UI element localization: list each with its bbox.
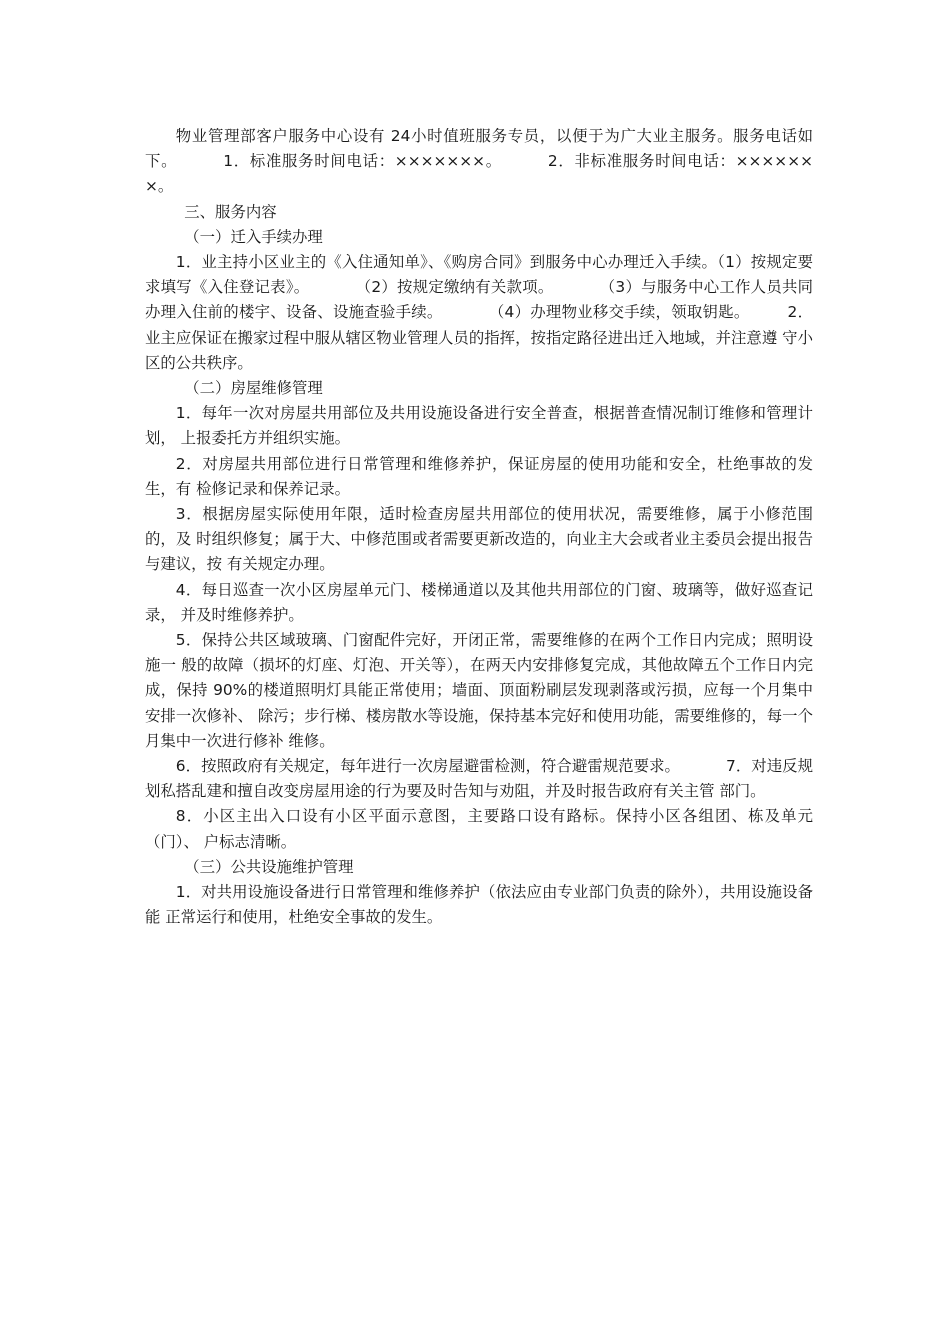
move-in-item-1b: （2）按规定缴纳有关款项。 — [355, 278, 554, 297]
maintenance-item-3: 3．根据房屋实际使用年限，适时检查房屋共用部位的使用状况，需要维修，属于小修范围的，及 时组织修复；属于大、中修范围或者需要更新改造的，向业主大会或者业主委员会提出报告与建议，按 有关规定办理。 — [145, 505, 813, 574]
subsection-title-facilities: （三）公共设施维护管理 — [184, 857, 354, 876]
intro-text: 物业管理部客户服务中心设有 24小时值班服务专员，以便于为广大业主服务。服务电话如下。 — [145, 127, 813, 171]
move-in-item-1a: （1）按规定要求填写《入住登记表》。 — [145, 253, 813, 297]
nonstandard-phone: 2．非标准服务时间电话：×××××××。 — [145, 152, 813, 196]
subsection-title-move-in: （一）迁入手续办理 — [184, 227, 323, 246]
maintenance-item-2: 2．对房屋共用部位进行日常管理和维修养护，保证房屋的使用功能和安全，杜绝事故的发生，有 检修记录和保养记录。 — [145, 454, 813, 498]
intro-paragraph — [145, 124, 813, 200]
move-in-item-1d: （4）办理物业移交手续，领取钥匙。 — [488, 303, 750, 322]
move-in-item-2: 2．业主应保证在搬家过程中服从辖区物业管理人员的指挥，按指定路径进出迁入地域，并注意遵 守小区的公共秩序。 — [145, 303, 813, 372]
section-title-services: 三、服务内容 — [184, 202, 277, 221]
facilities-item-1: 1．对共用设施设备进行日常管理和维修养护（依法应由专业部门负责的除外），共用设施设备能 正常运行和使用，杜绝安全事故的发生。 — [145, 883, 813, 927]
maintenance-item-8: 8．小区主出入口设有小区平面示意图，主要路口设有路标。保持小区各组团、栋及单元（门）、 户标志清晰。 — [145, 807, 813, 851]
maintenance-item-6: 6．按照政府有关规定，每年进行一次房屋避雷检测，符合避雷规范要求。 — [175, 757, 680, 776]
maintenance-item-5: 5．保持公共区域玻璃、门窗配件完好，开闭正常，需要维修的在两个工作日内完成；照明设施一 般的故障（损坏的灯座、灯泡、开关等），在两天内安排修复完成，其他故障五个工作日内完成，保持 90%的楼道照明灯具能正常使用；墙面、顶面粉刷层发现剥落或污损，应每一个月集中安排一次修补、 除污；步行梯、楼房散水等设施，保持基本完好和使用功能，需要维修的，每一个月集中一次进行修补 维修。 — [145, 631, 813, 750]
move-in-item-1c: （3）与服务中心工作人员共同办理入住前的楼宇、设备、设施查验手续。 — [145, 278, 814, 322]
subsection-title-maintenance: （二）房屋维修管理 — [184, 379, 323, 398]
maintenance-item-7: 7．对违反规划私搭乱建和擅自改变房屋用途的行为要及时告知与劝阻，并及时报告政府有关主管 部门。 — [145, 757, 813, 801]
move-in-item-1: 1．业主持小区业主的《入住通知单》、《购房合同》到服务中心办理迁入手续。 — [175, 253, 718, 272]
standard-phone: 1．标准服务时间电话：×××××××。 — [223, 152, 502, 171]
document-page — [145, 124, 813, 931]
maintenance-item-1: 1．每年一次对房屋共用部位及共用设施设备进行安全普查，根据普查情况制订维修和管理计划， 上报委托方并组织实施。 — [145, 404, 813, 448]
maintenance-item-4: 4．每日巡查一次小区房屋单元门、楼梯通道以及其他共用部位的门窗、玻璃等，做好巡查记录， 并及时维修养护。 — [145, 580, 813, 624]
move-in-paragraph — [145, 250, 813, 376]
maintenance-paragraph-6-7 — [145, 754, 813, 804]
